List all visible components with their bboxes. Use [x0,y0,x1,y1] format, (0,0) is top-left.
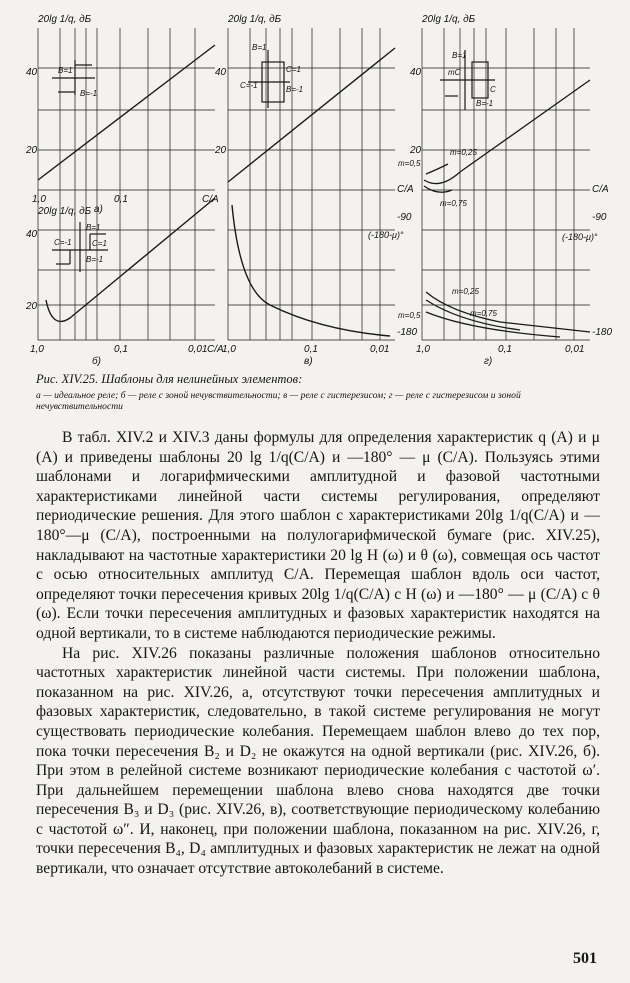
panel-a-tick-x2: 0,1 [114,194,128,205]
panel-a-tick-20: 20 [26,145,38,156]
panel-c-relay-cm1: C=-1 [240,81,258,90]
panel-b-relay-cm1: C=-1 [54,238,72,247]
panel-d-ylabel: 20lg 1/q, дБ [422,14,476,25]
panel-b-ylabel: 20lg 1/q, дБ [38,206,92,217]
panel-d-label-m075b: m=0,75 [470,309,497,318]
panel-c-right-90: -90 [397,212,412,223]
panel-d-label-m05b: m=0,5 [398,311,421,320]
panel-c-letter: в) [304,356,313,367]
panel-b-relay-bm1: B=-1 [86,255,104,264]
paragraph-2: На рис. XIV.26 показаны различные положения шаблонов относительно частотных характеристик линейной части системы. При положении шаблона, показанном на рис. XIV.26, а, отсутствуют точки пересечения амплитудных и фазовых характеристик, следовательно, в такой системе регулирования не могут существовать периодические колебания. Перемещаем шаблон влево до тех пор, пока точки пересечения B₂ и D₂ не окажутся на одной вертикали (рис. XIV.26, б). При этом в релейной системе возникают периодические колебания с частотой ω′. При дальнейшем перемещении шаблона влево снова находятся две точки пересечения B₃ и D₃ (рис. XIV.26, в), соответствующие периодическому колебанию с частотой ω″. И, наконец, при положении шаблона, показанном на рис. XIV.26, г, точки пересечения B₄, D₄ амплитудных и фазовых характеристик не лежат на одной вертикали, что означает отсутствие автоколебаний в системе. [36,644,600,878]
panel-c-grid [228,28,395,340]
panel-c-ylabel: 20lg 1/q, дБ [228,14,282,25]
panel-d-relay-b1: B=1 [452,51,467,60]
panel-c-tick-x2: 0,1 [304,344,318,355]
panel-b-tick-x3: 0,01 [188,344,208,355]
panel-a-tick-x1: 1,0 [32,194,46,205]
panel-d-label-m05: m=0,5 [398,159,421,168]
paragraph-1: В табл. XIV.2 и XIV.3 даны формулы для определения характеристик q (A) и μ (A) и приведены шаблоны 20 lg 1/q(C/A) и —180° — μ (C/A). Пользуясь этими шаблонами и логарифмическими амплитудной и фазовой частотными характеристиками линейной части системы регулирования, определяют периодические решения. Для этого шаблон с характеристиками 20lg 1/q(C/A) и —180°—μ (C/A), построенными на полулогарифмической бумаге (рис. XIV.25), накладывают на частотные характеристики 20 lg H (ω) и θ (ω), совмещая ось частот с осью относительных амплитуд C/A. Перемещая шаблон вдоль оси частот, определяют точки пересечения кривых 20lg 1/q(C/A) с H (ω) и —180° — μ (C/A) с θ (ω). Если точки пересечения амплитудных и фазовых характеристик находятся на одной вертикали, то в системе наблюдаются периодические режимы. [36,429,600,642]
panel-a-relay-bm1: B=-1 [80,89,98,98]
panel-c-relay-icon [248,50,290,108]
panel-c-relay-b1: B=1 [252,43,267,52]
main-text [36,428,600,879]
panel-d-relay-mc: mC [448,68,461,77]
panel-d-relay-c: C [490,85,496,94]
panel-c-tick-20: 20 [215,145,227,156]
panel-a-xaxis-label: C/A [202,194,219,205]
panel-b-tick-x1: 1,0 [30,344,44,355]
panel-d-right-ca: C/A [592,184,609,195]
panel-a-relay-b1: B=1 [58,66,73,75]
panel-d-right-180: -180 [592,327,613,338]
panel-c-right-phase: (-180-μ)° [368,230,404,240]
panel-a-ylabel: 20lg 1/q, дБ [38,14,92,25]
panel-c-curves [228,48,395,336]
panel-d-label-m075: m=0,75 [440,199,467,208]
panel-d-curves [424,80,590,337]
panel-d-label-m025: m=0,25 [450,148,477,157]
panel-b-xaxis-label: C/A [207,344,224,355]
panel-d-tick-40: 40 [410,67,422,78]
panel-d-relay-bm1: B=-1 [476,99,494,108]
page-number: 501 [573,950,597,967]
panel-b-tick-20: 20 [26,301,38,312]
panel-d-tick-x3: 0,01 [565,344,585,355]
panel-d-letter: г) [484,356,493,367]
panel-c-tick-x1: 1,0 [222,344,236,355]
panel-b-letter: б) [92,356,101,367]
panel-b-tick-40: 40 [26,229,38,240]
panel-d-label-m025b: m=0,25 [452,287,479,296]
panel-d-tick-x1: 1,0 [416,344,430,355]
panel-c-relay-bm1: B=-1 [286,85,304,94]
panel-d-tick-x2: 0,1 [498,344,512,355]
panel-c-tick-x3: 0,01 [370,344,390,355]
panel-d-tick-20: 20 [410,145,422,156]
panel-c-relay-c1: C=1 [286,65,301,74]
panel-c-tick-40: 40 [215,67,227,78]
figure-legend: а — идеальное реле; б — реле с зоной нечувствительности; в — реле с гистерезисом; г — реле с гистерезисом и зоной нечувствительности [36,390,521,412]
nonlinear-templates-figure [0,0,630,370]
panel-b-relay-b1: B=1 [86,223,101,232]
panel-c-right-180: -180 [397,327,418,338]
panel-b-relay-c1: C=1 [92,239,107,248]
figure-caption: Рис. XIV.25. Шаблоны для нелинейных элементов: [36,372,303,386]
panel-d-right-phase: (-180-μ)° [562,232,598,242]
panel-d-right-90: -90 [592,212,607,223]
panel-a-tick-40: 40 [26,67,38,78]
panel-a-letter: а) [94,204,103,215]
panel-b-tick-x2: 0,1 [114,344,128,355]
panel-c-right-ca: C/A [397,184,414,195]
